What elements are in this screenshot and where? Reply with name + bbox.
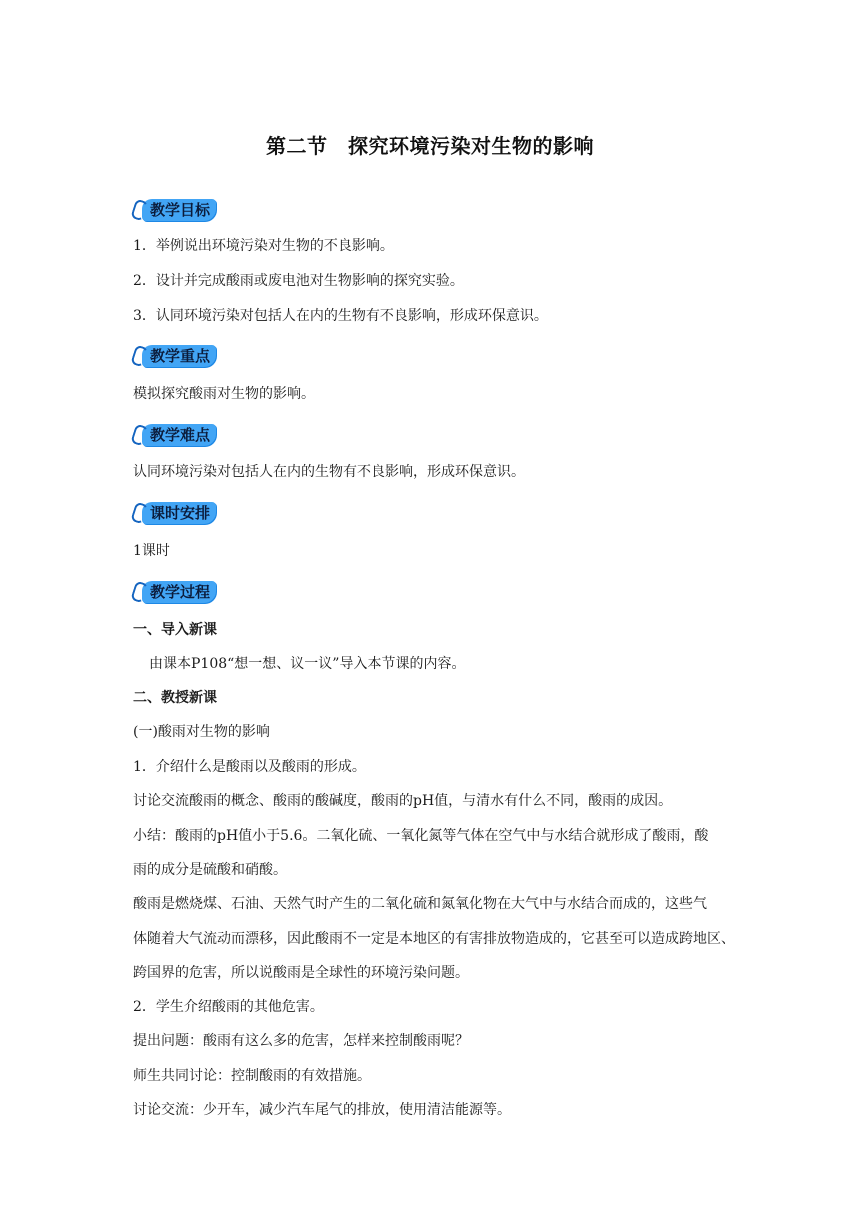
subsection-title: (一)酸雨对生物的影响: [133, 724, 270, 740]
section-badge-difficulties: [133, 424, 216, 446]
paragraph: 小结：酸雨的pH值小于5.6。二氧化硫、一氧化氮等气体在空气中与水结合就形成了酸雨，酸: [133, 828, 709, 844]
section-badge-objectives: [133, 199, 216, 221]
section-label: 教学重点: [142, 345, 216, 367]
key-points-text: 模拟探究酸雨对生物的影响。: [133, 386, 315, 402]
section-label: 教学难点: [142, 424, 216, 446]
paragraph: 讨论交流酸雨的概念、酸雨的酸碱度，酸雨的pH值，与清水有什么不同，酸雨的成因。: [133, 793, 673, 809]
paragraph: 提出问题：酸雨有这么多的危害，怎样来控制酸雨呢？: [133, 1033, 469, 1049]
paragraph: 体随着大气流动而漂移，因此酸雨不一定是本地区的有害排放物造成的，它甚至可以造成跨地区、: [133, 931, 735, 947]
schedule-text: 1课时: [133, 543, 170, 559]
section-badge-process: [133, 581, 216, 603]
paragraph: 雨的成分是硫酸和硝酸。: [133, 862, 287, 878]
paragraph: 酸雨是燃烧煤、石油、天然气时产生的二氧化硫和氮氧化物在大气中与水结合而成的，这些气: [133, 896, 707, 912]
paragraph: 跨国界的危害，所以说酸雨是全球性的环境污染问题。: [133, 965, 469, 981]
section-label: 教学过程: [142, 581, 216, 603]
subheading-teaching: 二、教授新课: [133, 690, 217, 706]
section-label: 课时安排: [142, 502, 216, 524]
subheading-intro: 一、导入新课: [133, 622, 217, 638]
section-label: 教学目标: [142, 199, 216, 221]
difficulties-text: 认同环境污染对包括人在内的生物有不良影响，形成环保意识。: [133, 464, 525, 480]
paragraph: 师生共同讨论：控制酸雨的有效措施。: [133, 1068, 371, 1084]
objective-item: 1．举例说出环境污染对生物的不良影响。: [133, 238, 394, 254]
section-badge-schedule: [133, 502, 216, 524]
page-title: 第二节 探究环境污染对生物的影响: [266, 134, 594, 158]
section-badge-key-points: [133, 345, 216, 367]
objective-item: 2．设计并完成酸雨或废电池对生物影响的探究实验。: [133, 273, 464, 289]
paragraph: 由课本P108“想一想、议一议”导入本节课的内容。: [149, 656, 466, 672]
paragraph: 1．介绍什么是酸雨以及酸雨的形成。: [133, 759, 366, 775]
paragraph: 2．学生介绍酸雨的其他危害。: [133, 999, 324, 1015]
objective-item: 3．认同环境污染对包括人在内的生物有不良影响，形成环保意识。: [133, 308, 548, 324]
paragraph: 讨论交流：少开车，减少汽车尾气的排放，使用清洁能源等。: [133, 1102, 511, 1118]
